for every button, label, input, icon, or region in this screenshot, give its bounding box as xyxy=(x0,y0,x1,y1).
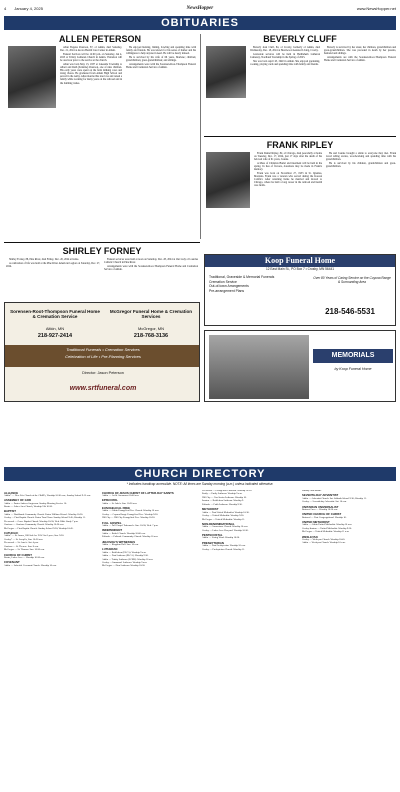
frank-p5: He is survived by his children, grandchildren and great-grandchildren. xyxy=(326,162,396,169)
koop-title: Koop Funeral Home xyxy=(205,255,395,267)
frank-p4: He and Joanne brought a smile to everyone they met. Frank loved telling stories, woodworking and spending time with his grandchildren. xyxy=(326,152,396,162)
church-listing: Brainerd — First Congregational. Worship 10. xyxy=(302,515,347,519)
headstone-photo xyxy=(209,335,309,399)
srt-directors: Director: Jason Peterson xyxy=(82,371,124,375)
shirley-p3: Funeral services were held at noon on Saturday, Dec. 28, 2024 at Our Lady of Lourdes Catholic Church in Pine River. xyxy=(104,258,198,265)
church-listing: Palisade — Faith Lutheran. Worship 9:30. xyxy=(202,502,243,506)
allen-col-1 xyxy=(60,46,122,238)
church-listing: Aitkin — Cornerstone Church. Worship 10 a.m. xyxy=(202,525,248,529)
church-listing: Crosby — Cuyuna Range Evangelical Free. Worship 9:30. xyxy=(102,512,158,516)
church-listing: Aitkin — Bethlehem (ELCA). Worship 9 a.m. xyxy=(102,550,147,554)
church-listing: Aitkin — Full Gospel Tabernacle. Sun. 10:30; Wed. 7 p.m. xyxy=(102,523,159,527)
church-listing: Ironton — Bethlehem Lutheran. Worship 9. xyxy=(202,499,244,503)
church-col-2 xyxy=(102,490,198,786)
church-directory-banner: CHURCH DIRECTORY xyxy=(4,467,396,481)
beverly-name: BEVERLY CLUFF xyxy=(263,34,337,44)
church-listing: Baxter — Lakes Area Church, Worship 9 & 10:30. xyxy=(4,505,53,509)
beverly-p4: Beverly is survived by her sister, her children, grandchildren and great-grandchildren. She was preceded in death by her parents, husband and siblings. xyxy=(324,46,396,56)
koop-service-3: Out-of-town Arrangements xyxy=(209,284,249,289)
church-listing: Deerwood — St. Anne's. Sat. 4 p.m. xyxy=(4,541,39,545)
frank-p3: Frank was born on November 27, 1933 in St. Ignatius, Montana. Frank was a veteran who served during the Korean Conflict. After returning home he married and moved to Chicago, where he built a long career in the railroad and health care fields. xyxy=(254,172,322,188)
church-listing: McGregor — Zion Lutheran. Worship 10:30. xyxy=(102,564,146,568)
church-listing: Aitkin — Wesleyan Church. Worship 10 a.m. xyxy=(302,541,346,545)
church-denomination-heading: ASSEMBLY OF GOD xyxy=(4,498,32,503)
church-listing: Aitkin — Living Word. Worship 10:30. xyxy=(202,536,240,540)
church-denomination-heading: BAPTIST xyxy=(4,509,16,514)
newspaper-page xyxy=(4,4,396,788)
issue-date: January 4, 2025 xyxy=(14,5,43,11)
church-listing: Sunday each month. xyxy=(302,490,322,492)
church-denomination-heading: ALLIANCE xyxy=(4,490,19,495)
church-denomination-heading: WESLEYAN xyxy=(302,534,318,539)
church-listing: McGregor — St. Thomas. Sun. 10:30 a.m. xyxy=(4,548,45,552)
allen-col-2 xyxy=(126,46,196,238)
shirley-p2: A celebration of life was held at the Pine River American Legion on Saturday, Dec. 27, 2024. xyxy=(6,262,100,269)
paper-logo: NewsHopper xyxy=(186,6,214,12)
church-listing: McGregor — First Baptist Church. Sunday School 9:30; Worship 10:45. xyxy=(4,526,74,530)
church-denomination-heading: UNITED CHURCH OF CHRIST xyxy=(302,512,342,517)
church-listing: Emily — Emily Lutheran. Worship 9 a.m. xyxy=(202,492,243,496)
church-denomination-heading: METHODIST xyxy=(202,507,219,512)
srt-funeral-ad xyxy=(4,302,200,402)
srt-tagline-1: Traditional Funerals • Cremation Services xyxy=(66,347,140,352)
church-listing: Crosby* — St. Joseph's, Sun. 10:30 a.m. xyxy=(4,537,44,541)
church-listing: Crosby — Immanuel Lutheran. Worship 9 a.m. xyxy=(102,560,148,564)
church-listing: Aitkin — Aitkin United Methodist. Worship 10 a.m. xyxy=(302,523,352,527)
church-denomination-heading: EVANGELICAL FREE xyxy=(102,505,131,510)
srt-website[interactable]: www.srtfuneral.com xyxy=(69,385,137,392)
church-denomination-heading: SEVENTH-DAY ADVENTIST xyxy=(302,493,339,498)
church-directory-note: * Indicates handicap accessible. NOTE: All times are Sunday morning (a.m.) unless indicated otherwise. xyxy=(126,482,274,486)
church-listing: Deerwood — Grace Baptist Church. Worship 10:30; Wed. Bible Study 7 p.m. xyxy=(4,519,79,523)
church-listing: Aitkin* — St. James, 208 2nd Ave N.W. Sat 5 p.m.; Sun. 9:30. xyxy=(4,534,65,538)
koop-service-4: Pre-arrangement Plans xyxy=(209,288,245,293)
allen-name: ALLEN PETERSON xyxy=(58,34,141,44)
church-listing: Hill City — Our Savior Lutheran. Worship 10. xyxy=(202,495,247,499)
church-denomination-heading: FULL GOSPEL xyxy=(102,520,122,525)
memorials-title: MEMORIALS xyxy=(313,349,393,363)
allen-p2: Funeral Services will be 12:00 p.m. on Saturday, Jan 4, 2025 at Trinity Lutheran Church in Aitkin. Visitation will be one hour prior to the service at the church. xyxy=(60,53,122,63)
masthead xyxy=(4,4,396,14)
beverly-col-2 xyxy=(324,46,396,132)
church-listing: Aitkin — Kingdom Hall. Sun. 10 a.m. xyxy=(102,542,139,546)
allen-photo xyxy=(8,46,56,108)
church-listing: McGregor — United Methodist. Worship 11 a.m. xyxy=(302,530,350,534)
koop-phone: 218-546-5531 xyxy=(325,307,375,316)
koop-address: 12 East Main St., PO Box 7 • Crosby, MN 56441 xyxy=(265,267,335,271)
allen-p6: Arrangements were with the Sorensen-Root-Thompson Funeral Home and Cremation Service of Aitkin. xyxy=(126,63,196,70)
church-listing: Aitkin — First Presbyterian. Worship 10 a.m. xyxy=(202,544,246,548)
church-listing: Crosby — Presbyterian Church. Worship 11. xyxy=(202,547,245,551)
website-link[interactable]: www.NewsHopper.net xyxy=(356,5,396,11)
srt-tagline-2: Celebration of Life • Pre-Planning Services xyxy=(65,353,141,359)
church-listing: Aitkin — Northlands Community Church. Pastor William Wenzel. Worship 10:30. xyxy=(4,512,83,516)
srt-city: Aitkin, MN xyxy=(45,326,65,331)
srt-title: Sorensen-Root-Thompson Funeral Home & Cremation Service xyxy=(10,309,100,320)
church-denomination-heading: INDEPENDENT xyxy=(102,528,123,533)
koop-service-1: Traditional, Graveside & Memorial Funerals xyxy=(209,275,275,279)
church-listing: Aitkin — Bethel Church. Worship 10:00 a.m. xyxy=(102,531,146,535)
frank-p2: A Mass of Christian Burial and interment will be held in the spring. In lieu of flowers, donations may be made in Frank's memory. xyxy=(254,162,322,172)
church-listing: Deerwood — Evangelical Lutheran. Worship 10:30. xyxy=(202,490,252,492)
church-listing: Aitkin — St. John's. Sun. 10:30 a.m. xyxy=(102,501,138,505)
church-listing: Aitkin — Lakeside Covenant Church. Worship 10 a.m. xyxy=(4,563,57,567)
church-listing: Palisade — Palisade Community Church. Worship 10 a.m. xyxy=(102,535,159,539)
mcg-phone: 218-768-3136 xyxy=(133,333,169,339)
church-col-1 xyxy=(4,490,98,786)
church-denomination-heading: PENTECOSTAL xyxy=(202,533,223,538)
church-listing: Aitkin — First United Methodist. Worship 10:30. xyxy=(202,510,250,514)
church-listing: Aitkin — 1st St. Sacrament 10:00 a.m. xyxy=(102,493,140,497)
frank-name: FRANK RIPLEY xyxy=(266,140,334,150)
church-denomination-heading: CHURCH OF CHRIST xyxy=(4,552,32,557)
koop-funeral-ad xyxy=(204,254,396,326)
allen-p4: He enjoyed hunting, fishing, bowling and spending time with family and friends. He was known for his sense of humor and his willingness to help anyone in need. He will be dearly missed. xyxy=(126,46,196,56)
church-listing: Aitkin* — New Life Church of the C&MA, Worship 10:30 a.m.; Sunday School 9:15 a.m. xyxy=(4,493,91,497)
obituaries-banner: OBITUARIES xyxy=(4,16,396,30)
church-col-4 xyxy=(302,490,396,786)
church-listing: Brainerd Area — Worship 10:30 a.m. xyxy=(302,507,338,511)
frank-col-1 xyxy=(254,152,322,250)
shirley-p4: Arrangements were with the Sorensen-Root-Thompson Funeral Home and Cremation Service of Aitkin. xyxy=(104,265,198,272)
church-denomination-heading: EPISCOPAL xyxy=(102,498,118,503)
shirley-name: SHIRLEY FORNEY xyxy=(62,246,142,256)
church-denomination-heading: LUTHERAN xyxy=(102,547,118,552)
allen-divider xyxy=(4,242,200,243)
church-denomination-heading: PRESBYTERIAN xyxy=(202,540,224,545)
church-listing: Aitkin — First Lutheran (ELCA). Worship 9:30. xyxy=(102,554,149,558)
column-divider xyxy=(200,34,201,239)
church-denomination-heading: JEHOVAH'S WITNESSES xyxy=(102,539,136,544)
koop-service-2: Cremation Service xyxy=(209,279,237,284)
church-listing: Crosby — Wesleyan Church. Worship 10:45. xyxy=(302,538,346,541)
church-listing: Aitkin — Trinity Lutheran (LCMS). Worship 10 a.m. xyxy=(102,557,154,561)
allen-p1: Allan Eugene Peterson, 87, of Aitkin, died Saturday, Dec. 21, 2024 at Aicota Health Care Center in Aitkin. xyxy=(60,46,122,53)
church-denomination-heading: UNITED METHODIST xyxy=(302,520,330,524)
church-col-3 xyxy=(202,490,298,786)
church-listing: McGregor — United Methodist. Worship 11. xyxy=(202,517,246,521)
srt-services-band xyxy=(5,345,200,367)
beverly-divider xyxy=(204,136,396,137)
frank-p1: Frank Daniel Ripley, 82, of Chicago, died peacefully at home on Tuesday, Dec. 17, 2024, just 17 days after the death of his beloved wife of 61 years, Joanne. xyxy=(254,152,322,162)
beverly-p1: Beverly Jean Cluff, 84, of Crosby, formerly of Aitkin, died Wednesday, Dec. 18, 2024 at Heartwood Assisted Living, Crosby. xyxy=(250,46,320,53)
church-listing: Aitkin — Aitkin Evangelical Free Church. Worship 10 a.m. xyxy=(102,509,159,513)
beverly-col-1 xyxy=(250,46,320,132)
church-listing: Garrison — St. Therese. Sun. 8 a.m. xyxy=(4,544,39,548)
church-denomination-heading: UNITARIAN UNIVERSALIST xyxy=(302,504,339,509)
church-listing: Crosby — United Methodist. Worship 9:30. xyxy=(202,514,244,518)
church-listing: Crosby — First Baptist Church. Pastor Tom Olson. Sunday School 9:45; Worship 11. xyxy=(4,516,86,520)
church-denomination-heading: NON-DENOMINATIONAL xyxy=(202,521,235,526)
church-denomination-heading: CATHOLIC xyxy=(4,531,19,535)
frank-col-2 xyxy=(326,152,396,250)
church-listing: Aitkin — Adventist Church. Sat. Sabbath School 9:30; Worship 11. xyxy=(302,496,367,500)
frank-photo xyxy=(206,152,250,208)
beverly-photo xyxy=(206,46,246,98)
beverly-p2: Graveside services will be held in Bethlehem Lutheran Cemetery, Nordland Township in the Spring of 2025. xyxy=(250,53,320,60)
memorials-subtitle: by Koop Funeral Home xyxy=(334,367,372,371)
beverly-p3: She was born April 18, 1940 in Aitkin. She enjoyed gardening, cooking, playing cards and spending time with family and friends. xyxy=(250,60,320,67)
memorials-ad xyxy=(204,330,396,402)
church-listing: Crosby — Lakes Area Vineyard. Worship 10:30. xyxy=(202,528,249,532)
shirley-col-1 xyxy=(6,258,100,298)
beverly-p5: Arrangements are with the Sorensen-Root-Thompson Funeral Home and Cremation Service of Aitkin. xyxy=(324,56,396,63)
shirley-col-2 xyxy=(104,258,198,298)
mcg-title: McGregor Funeral Home & Cremation Services xyxy=(109,309,193,320)
koop-note: Over 80 Years of Caring Service on the Cuyuna Range & Surrounding Area xyxy=(313,276,391,284)
allen-p3: Allan was born May 13, 1937 at Lakeside Township to Albert and Ruth (Kristine) Peterson, one of nine children. His early years were spent on the farm milking cows and doing chores. He graduated from Aitkin High School and served in the Army. Allan married his true love and raised a family while working for many years on the railroad and in the building trades. xyxy=(60,63,122,85)
church-listing: Crosby — Seventh-day Adventist. Sat. 10 a.m. xyxy=(302,500,347,504)
church-listing: Garrison — Garrison Community Church. Worship 10:30 a.m. xyxy=(4,523,64,527)
srt-phone: 218-927-2414 xyxy=(37,333,73,339)
mcg-city: McGregor, MN xyxy=(137,326,164,331)
church-listing: Crosby-Ironton — United Methodist. Worship 9:30. xyxy=(302,526,352,530)
church-listing: Hill City — Hill City Evangelical Free. Worship 10:30. xyxy=(102,516,156,520)
page-number: 4 xyxy=(4,5,7,11)
shirley-p1: Shirley Forney, 88, Pine River, died Friday, Dec. 20, 2024 at home. xyxy=(9,258,79,261)
church-denomination-heading: CHURCH OF JESUS CHRIST OF LATTER-DAY SAINTS xyxy=(102,490,174,495)
church-listing: Aitkin — Pastor Andrew Jorgenson. Sunday Morning Service 10. xyxy=(4,501,67,505)
koop-services xyxy=(209,275,309,293)
allen-p5: He is survived by his wife of 66 years, Marlene; children; grandchildren; great-grandchildren; and siblings. xyxy=(126,56,196,63)
church-denomination-heading: COVENANT xyxy=(4,560,20,565)
church-listing: Baxter, Lakes Area — Worship 10:30 a.m. xyxy=(4,555,45,559)
